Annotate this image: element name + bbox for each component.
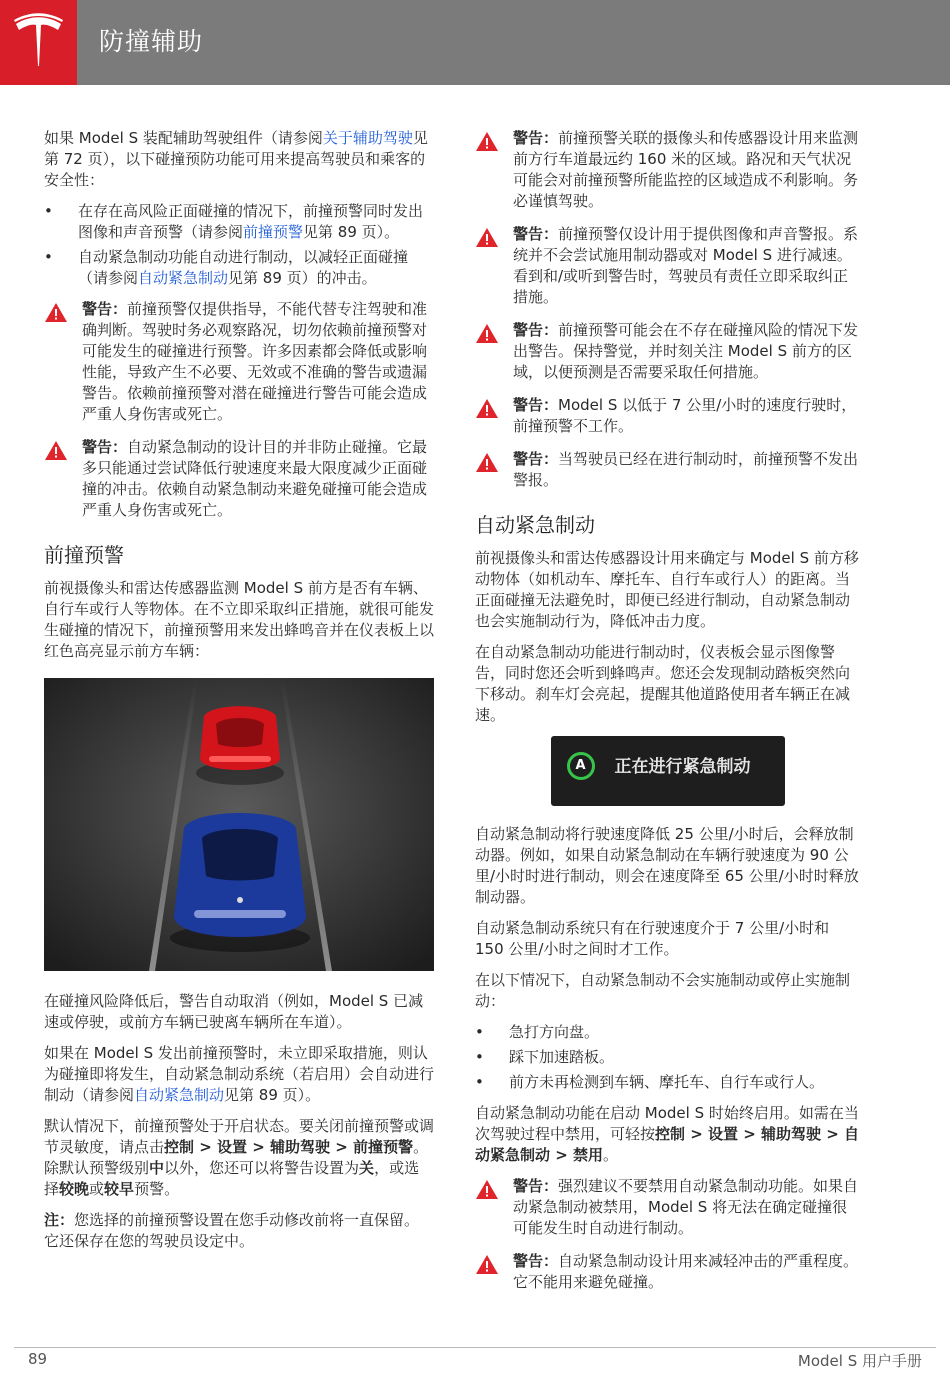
note-paragraph: 注：您选择的前撞预警设置在您手动修改前将一直保留。它还保存在您的驾驶员设定中。 bbox=[44, 1211, 420, 1250]
right-column bbox=[475, 128, 860, 1305]
warning-block: 警告：前撞预警可能会在不存在碰撞风险的情况下发出警告。保持警觉，并时刻关注 Model S 前方的区域，以便预测是否需要采取任何措施。 bbox=[475, 320, 860, 383]
title-bar bbox=[77, 0, 950, 85]
bullet-icon: • bbox=[475, 1048, 484, 1066]
paragraph: 自动紧急制动将行驶速度降低 25 公里/小时后，会释放制动器。例如，如果自动紧急制动在车辆行驶速度为 90 公里/小时时进行制动，则会在速度降至 65 公里/小时时释放制动器。 bbox=[475, 825, 859, 906]
menu-path: 控制 > 设置 > 辅助驾驶 > 自动紧急制动 > 禁用 bbox=[475, 1125, 860, 1164]
aeb-icon: A bbox=[567, 752, 595, 780]
paragraph: 在以下情况下，自动紧急制动不会实施制动或停止实施制动： bbox=[475, 971, 851, 1010]
list-item: • 自动紧急制动功能自动进行制动，以减轻正面碰撞（请参阅自动紧急制动见第 89 页）的冲击。 bbox=[44, 248, 409, 287]
warning-block: 警告：前撞预警仅设计用于提供图像和声音警报。系统并不会尝试施用制动器或对 Model S 进行减速。看到和/或听到警告时，驾驶员有责任立即采取纠正措施。 bbox=[475, 224, 860, 308]
paragraph: 前视摄像头和雷达传感器监测 Model S 前方是否有车辆、自行车或行人等物体。在不立即采取纠正措施，就很可能发生碰撞的情况下，前撞预警用来发出蜂鸣音并在仪表板上以红色高亮显示前方车辆： bbox=[44, 579, 435, 660]
link-autopilot[interactable]: 关于辅助驾驶 bbox=[322, 129, 413, 147]
condition-list bbox=[475, 1022, 860, 1093]
paragraph: 自动紧急制动系统只有在行驶速度介于 7 公里/小时和 150 公里/小时之间时才工作。 bbox=[475, 919, 830, 958]
warning-icon bbox=[475, 398, 499, 419]
alert-text: 正在进行紧急制动 bbox=[614, 757, 751, 777]
paragraph: 自动紧急制动功能在启动 Model S 时始终启用。如需在当次驾驶过程中禁用，可轻按控制 > 设置 > 辅助驾驶 > 自动紧急制动 > 禁用。 bbox=[475, 1104, 860, 1164]
feature-list bbox=[44, 201, 434, 289]
paragraph: 在碰撞风险降低后，警告自动取消（例如，Model S 已减速或停驶，或前方车辆已驶离车辆所在车道）。 bbox=[44, 992, 424, 1031]
page-number: 89 bbox=[28, 1350, 48, 1368]
left-column bbox=[44, 128, 434, 1262]
tesla-logo bbox=[0, 0, 77, 85]
footer-divider bbox=[14, 1347, 936, 1348]
warning-icon bbox=[475, 131, 499, 152]
paragraph: 在自动紧急制动功能进行制动时，仪表板会显示图像警告，同时您还会听到蜂鸣声。您还会发现制动踏板突然向下移动。刹车灯会亮起，提醒其他道路使用者车辆正在减速。 bbox=[475, 643, 851, 724]
list-item: • 在存在高风险正面碰撞的情况下，前撞预警同时发出图像和声音预警（请参阅前撞预警见第 89 页）。 bbox=[44, 202, 424, 241]
warning-icon bbox=[475, 1254, 499, 1275]
list-item: • 踩下加速踏板。 bbox=[475, 1048, 615, 1066]
warning-icon bbox=[44, 302, 68, 323]
warning-block: 警告：自动紧急制动设计用来减轻冲击的严重程度。它不能用来避免碰撞。 bbox=[475, 1251, 860, 1293]
manual-title: Model S 用户手册 bbox=[797, 1352, 922, 1370]
paragraph: 默认情况下，前撞预警处于开启状态。要关闭前撞预警或调节灵敏度，请点击控制 > 设置 > 辅助驾驶 > 前撞预警。除默认预警级别中以外，您还可以将警告设置为关，或选择较晚或较早预警。 bbox=[44, 1117, 435, 1198]
section-title-aeb: 自动紧急制动 bbox=[475, 513, 595, 537]
list-item: • 前方未再检测到车辆、摩托车、自行车或行人。 bbox=[475, 1073, 825, 1091]
warning-block: 警告：Model S 以低于 7 公里/小时的速度行驶时，前撞预警不工作。 bbox=[475, 395, 860, 437]
link-automatic-emergency-braking[interactable]: 自动紧急制动 bbox=[138, 269, 229, 287]
lead-car-red bbox=[196, 706, 284, 785]
intro-paragraph: 如果 Model S 装配辅助驾驶组件（请参阅关于辅助驾驶见第 72 页），以下碰撞预防功能可用来提高驾驶员和乘客的安全性： bbox=[44, 129, 428, 189]
bullet-icon: • bbox=[475, 1023, 484, 1041]
tesla-logo-icon bbox=[0, 0, 77, 85]
warning-icon bbox=[475, 323, 499, 344]
warning-block: 警告：自动紧急制动的设计目的并非防止碰撞。它最多只能通过尝试降低行驶速度来最大限度减少正面碰撞的冲击。依赖自动紧急制动来避免碰撞可能会造成严重人身伤害或死亡。 bbox=[44, 437, 434, 521]
bullet-icon: • bbox=[44, 248, 53, 266]
ego-car-blue bbox=[170, 813, 310, 952]
warning-block: 警告：强烈建议不要禁用自动紧急制动功能。如果自动紧急制动被禁用，Model S 将无法在确定碰撞很可能发生时自动进行制动。 bbox=[475, 1176, 860, 1239]
bullet-icon: • bbox=[475, 1073, 484, 1091]
paragraph: 如果在 Model S 发出前撞预警时，未立即采取措施，则认为碰撞即将发生，自动紧急制动系统（若启用）会自动进行制动（请参阅自动紧急制动见第 89 页）。 bbox=[44, 1044, 435, 1104]
paragraph: 前视摄像头和雷达传感器设计用来确定与 Model S 前方移动物体（如机动车、摩托车、自行车或行人）的距离。当正面碰撞无法避免时，即便已经进行制动，自动紧急制动也会实施制动行为，降低冲击力度。 bbox=[475, 549, 859, 630]
warning-icon bbox=[44, 440, 68, 461]
warning-icon bbox=[475, 227, 499, 248]
link-forward-collision-warning[interactable]: 前撞预警 bbox=[243, 223, 304, 241]
page-title: 防撞辅助 bbox=[99, 27, 204, 56]
emergency-braking-alert bbox=[551, 736, 785, 806]
warning-block: 警告：当驾驶员已经在进行制动时，前撞预警不发出警报。 bbox=[475, 449, 860, 491]
list-item: • 急打方向盘。 bbox=[475, 1023, 600, 1041]
warning-icon bbox=[475, 452, 499, 473]
page-header bbox=[0, 0, 950, 85]
warning-block: 警告：前撞预警关联的摄像头和传感器设计用来监测前方行车道最远约 160 米的区域。路况和天气状况可能会对前撞预警所能监控的区域造成不利影响。务必谨慎驾驶。 bbox=[475, 128, 860, 212]
warning-icon bbox=[475, 1179, 499, 1200]
menu-path: 控制 > 设置 > 辅助驾驶 > 前撞预警 bbox=[164, 1138, 414, 1156]
warning-block: 警告：前撞预警仅提供指导，不能代替专注驾驶和准确判断。驾驶时务必观察路况，切勿依赖前撞预警对可能发生的碰撞进行预警。许多因素都会降低或影响性能，导致产生不必要、无效或不准确的警告或遗漏警告。依赖前撞预警对潜在碰撞进行警告可能会造成严重人身伤害或死亡。 bbox=[44, 299, 434, 425]
collision-warning-illustration bbox=[44, 678, 434, 971]
bullet-icon: • bbox=[44, 202, 53, 220]
section-title-fcw: 前撞预警 bbox=[44, 543, 124, 567]
link-automatic-emergency-braking[interactable]: 自动紧急制动 bbox=[134, 1086, 225, 1104]
